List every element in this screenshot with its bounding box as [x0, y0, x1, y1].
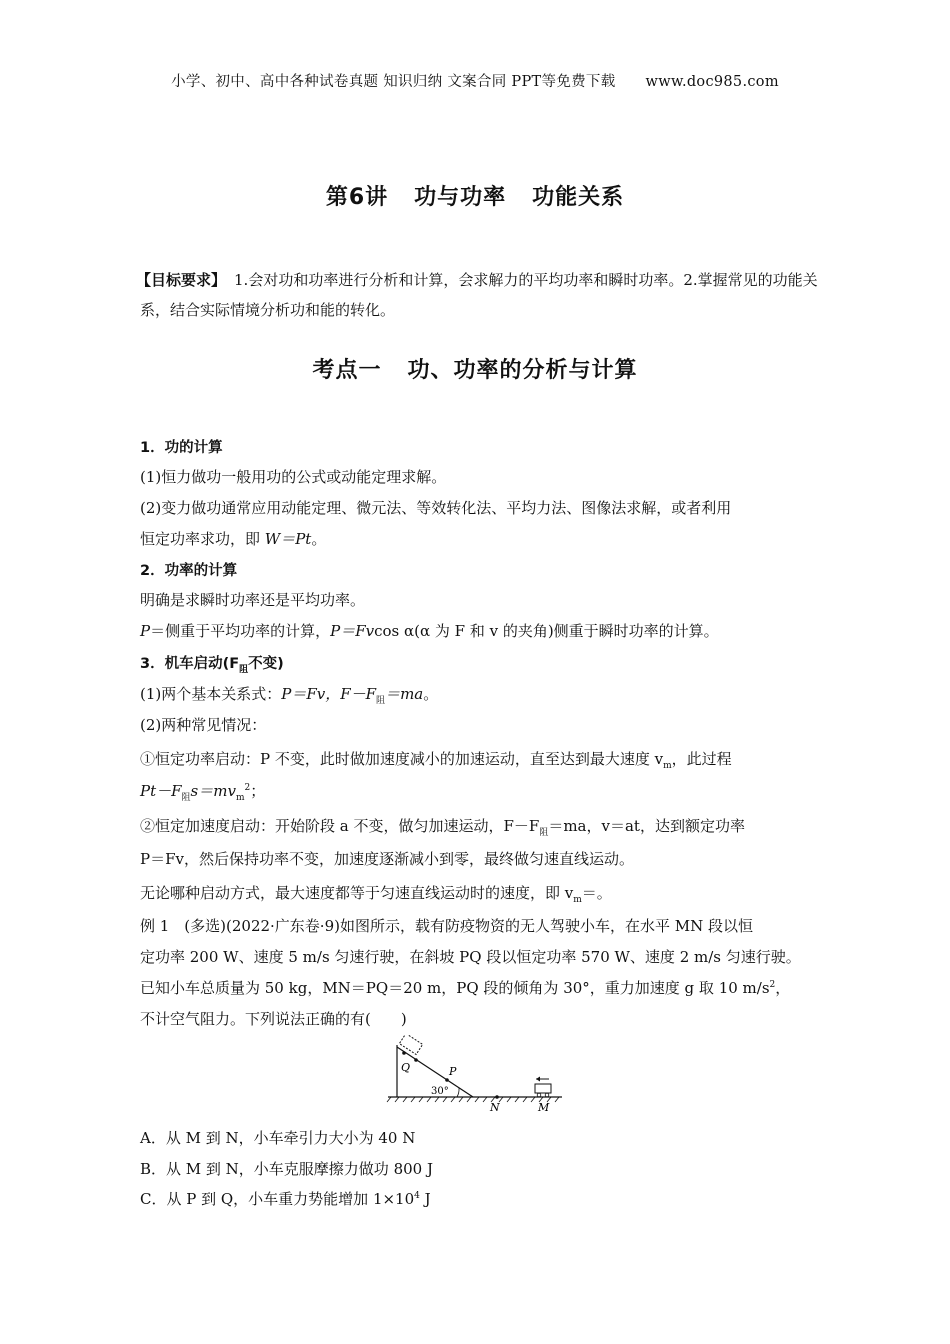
direction-arrow [536, 1077, 540, 1082]
paragraph-constant-accel-2: P＝Fv，然后保持功率不变，加速度逐渐减小到零，最终做匀速直线运动。 [140, 850, 634, 868]
point-p [445, 1078, 449, 1082]
label-q: Q [401, 1061, 411, 1074]
goal-text: 1.会对功和功率进行分析和计算，会求解力的平均功率和瞬时功率。2.掌握常见的功能关系，结合实际情境分析功和能的转化。 [140, 271, 818, 319]
paragraph-power-type: 明确是求瞬时功率还是平均功率。 [140, 591, 366, 609]
example-line-4: 不计空气阻力。下列说法正确的有( ) [140, 1010, 407, 1028]
heading-engine-start: 3．机车启动($F_阻$不变) [140, 656, 284, 675]
goal-requirements [136, 265, 820, 325]
header-tagline: 小学、初中、高中各种试卷真题 知识归纳 文案合同 PPT等免费下载 [171, 74, 616, 90]
label-p: P [449, 1065, 457, 1078]
incline-diagram [385, 1035, 565, 1115]
point-n [495, 1095, 499, 1099]
heading-power-calc: 2．功率的计算 [140, 563, 238, 579]
label-n: N [490, 1101, 500, 1114]
title-topic-1: 功与功率 [414, 185, 507, 210]
paragraph-constant-force: (1)恒力做功一般用功的公式或动能定理求解。 [140, 468, 447, 486]
option-a: A．从 M 到 N，小车牵引力大小为 40 N [140, 1129, 416, 1147]
paragraph-constant-power-2: $Pt-F_阻s=mv_m^2$； [140, 782, 266, 803]
option-b: B．从 M 到 N，小车克服摩擦力做功 800 J [140, 1160, 433, 1178]
paragraph-power-formulas: P＝侧重于平均功率的计算，P＝Fvcos α(α 为 F 和 v 的夹角)侧重于瞬时功率的计算。 [140, 622, 719, 640]
section-title [0, 353, 950, 384]
heading-work-calc: 1．功的计算 [140, 440, 223, 456]
section-name: 功、功率的分析与计算 [407, 358, 638, 383]
header-site[interactable]: www.doc985.com [645, 74, 779, 90]
cart-horizontal [535, 1084, 551, 1093]
section-number: 考点一 [312, 358, 382, 383]
paragraph-basic-relations: (1)两个基本关系式：P＝Fv，$F-F_阻=ma$。 [140, 685, 439, 706]
paragraph-constant-power-1: ①恒定功率启动：P 不变，此时做加速度减小的加速运动，直至达到最大速度 $v_m$，此过程 [140, 750, 732, 771]
paragraph-two-cases: (2)两种常见情况： [140, 716, 267, 734]
title-topic-2: 功能关系 [532, 185, 625, 210]
example-line-2: 定功率 200 W、速度 5 m/s 匀速行驶，在斜坡 PQ 段以恒定功率 570 W、速度 2 m/s 匀速行驶。 [140, 948, 801, 966]
example-line-1: 例 1 (多选)(2022·广东卷·9)如图所示，载有防疫物资的无人驾驶小车，在水平 MN 段以恒 [140, 917, 753, 935]
page-header [0, 70, 950, 91]
paragraph-variable-force-1: (2)变力做功通常应用动能定理、微元法、等效转化法、平均力法、图像法求解，或者利用 [140, 499, 732, 517]
option-c: C．从 P 到 Q，小车重力势能增加 $1\times 10^4$ J [140, 1190, 431, 1208]
paragraph-constant-accel-1: ②恒定加速度启动：开始阶段 a 不变，做匀加速运动，$F-F_阻=ma$，v＝at，达到额定功率 [140, 817, 745, 838]
paragraph-variable-force-2: 恒定功率求功，即 W＝Pt。 [140, 530, 327, 548]
document-title [0, 180, 950, 211]
example-line-3: 已知小车总质量为 50 kg，MN＝PQ＝20 m，PQ 段的倾角为 30°，重力加速度 g 取 10 $m/s^2$， [140, 979, 791, 997]
title-lecture-number: 第6讲 [325, 185, 389, 210]
label-angle: 30° [431, 1086, 449, 1097]
goal-tag: 【目标要求】 [136, 271, 227, 289]
label-m: M [538, 1101, 550, 1114]
paragraph-max-speed: 无论哪种启动方式，最大速度都等于匀速直线运动时的速度，即 $v_m=$。 [140, 884, 612, 905]
